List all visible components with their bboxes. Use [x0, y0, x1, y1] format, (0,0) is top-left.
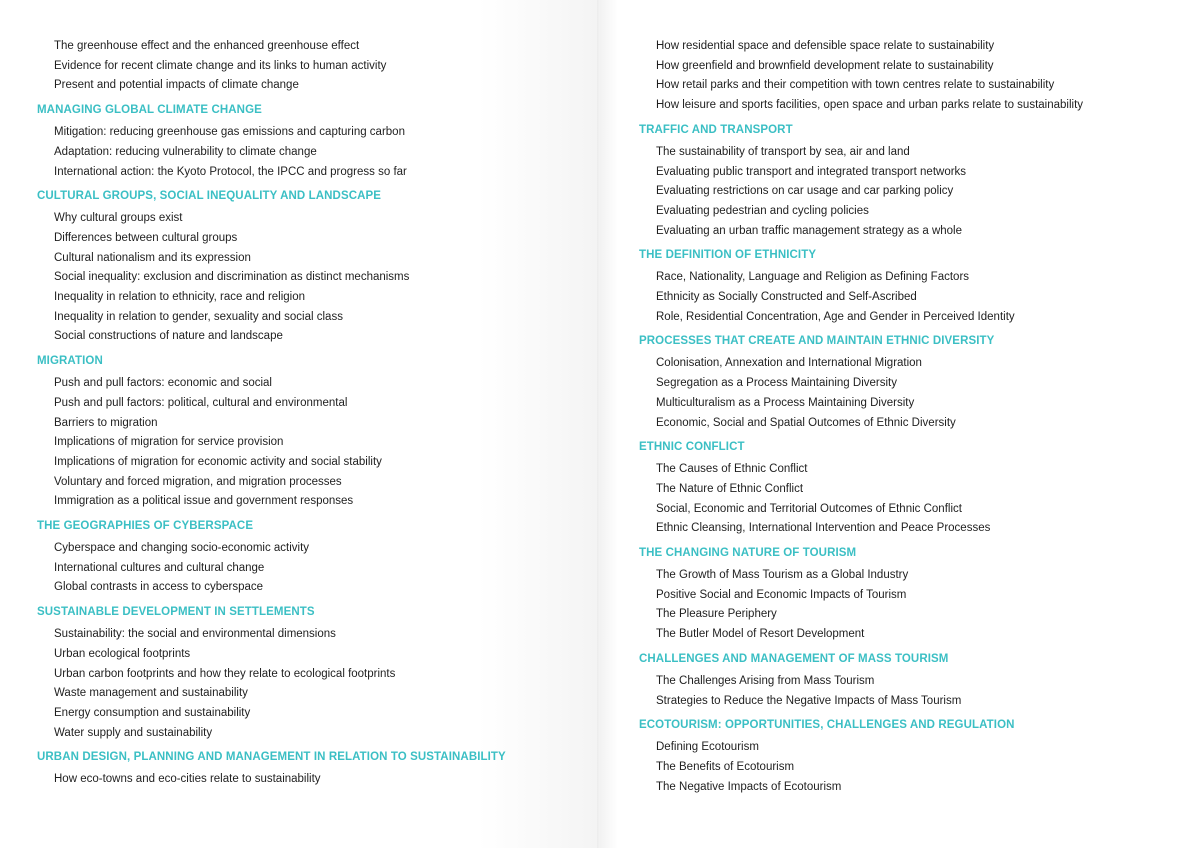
- continued-topic-list: [639, 37, 1184, 116]
- section-the-definition-of-ethnicity: [639, 248, 1184, 327]
- topic-item: Defining Ecotourism: [656, 741, 759, 754]
- topic-item: Differences between cultural groups: [54, 231, 238, 244]
- topic-item: How greenfield and brownfield development relate to sustainability: [656, 59, 994, 72]
- topic-item: The Challenges Arising from Mass Tourism: [656, 674, 875, 687]
- topic-item: Evaluating pedestrian and cycling policies: [656, 204, 869, 217]
- topic-item: Evaluating restrictions on car usage and car parking policy: [656, 185, 954, 198]
- topic-item: Ethnicity as Socially Constructed and Self-Ascribed: [656, 291, 917, 304]
- section-sustainable-development-in-settlements: [37, 605, 577, 743]
- topic-item: Inequality in relation to ethnicity, race and religion: [54, 291, 306, 304]
- topic-item: Evaluating public transport and integrated transport networks: [656, 165, 967, 178]
- section-the-geographies-of-cyberspace: [37, 519, 577, 598]
- section-heading: ECOTOURISM: OPPORTUNITIES, CHALLENGES AND REGULATION: [639, 719, 1015, 732]
- topic-item: How retail parks and their competition with town centres relate to sustainability: [656, 79, 1055, 92]
- section-heading: THE GEOGRAPHIES OF CYBERSPACE: [37, 520, 254, 533]
- topic-item: Why cultural groups exist: [54, 212, 183, 225]
- left-page: [0, 0, 598, 848]
- topic-list: [639, 672, 1184, 711]
- topic-item: Energy consumption and sustainability: [54, 706, 251, 719]
- topic-item: Water supply and sustainability: [54, 726, 213, 739]
- topic-item: Inequality in relation to gender, sexuality and social class: [54, 310, 343, 323]
- section-heading: PROCESSES THAT CREATE AND MAINTAIN ETHNIC DIVERSITY: [639, 335, 995, 348]
- section-heading: CHALLENGES AND MANAGEMENT OF MASS TOURISM: [639, 652, 949, 665]
- topic-item: Race, Nationality, Language and Religion as Defining Factors: [656, 271, 970, 284]
- topic-list: [639, 268, 1184, 327]
- topic-item: Adaptation: reducing vulnerability to climate change: [54, 145, 317, 158]
- topic-list: [639, 143, 1184, 242]
- section-the-changing-nature-of-tourism: [639, 546, 1184, 645]
- right-page: [600, 0, 1200, 848]
- topic-item: The sustainability of transport by sea, air and land: [656, 145, 910, 158]
- topic-item: Social, Economic and Territorial Outcomes of Ethnic Conflict: [656, 502, 962, 515]
- topic-item: Sustainability: the social and environmental dimensions: [54, 628, 336, 641]
- topic-list: [639, 354, 1184, 433]
- section-ecotourism-opportunities-challenges-and-regulation: [639, 718, 1184, 797]
- section-challenges-and-management-of-mass-tourism: [639, 652, 1184, 711]
- topic-item: Evaluating an urban traffic management strategy as a whole: [656, 224, 962, 237]
- topic-item: Social inequality: exclusion and discrimination as distinct mechanisms: [54, 271, 410, 284]
- topic-item: The Negative Impacts of Ecotourism: [656, 780, 842, 793]
- topic-list: [639, 566, 1184, 645]
- topic-item: Positive Social and Economic Impacts of Tourism: [656, 588, 907, 601]
- topic-item: Mitigation: reducing greenhouse gas emissions and capturing carbon: [54, 126, 405, 139]
- section-heading: ETHNIC CONFLICT: [639, 441, 745, 454]
- topic-item: Voluntary and forced migration, and migration processes: [54, 475, 342, 488]
- section-cultural-groups-social-inequality-and-landscape: [37, 189, 577, 347]
- topic-item: The Nature of Ethnic Conflict: [656, 482, 804, 495]
- topic-item: Implications of migration for service provision: [54, 436, 284, 449]
- topic-item: International action: the Kyoto Protocol, the IPCC and progress so far: [54, 165, 407, 178]
- topic-item: How leisure and sports facilities, open space and urban parks relate to sustainability: [656, 99, 1084, 112]
- topic-list: [639, 460, 1184, 539]
- topic-list: [639, 738, 1184, 797]
- section-heading: THE DEFINITION OF ETHNICITY: [639, 249, 817, 262]
- topic-item: Role, Residential Concentration, Age and Gender in Perceived Identity: [656, 310, 1015, 323]
- topic-item: Multiculturalism as a Process Maintaining Diversity: [656, 396, 915, 409]
- topic-item: Urban ecological footprints: [54, 647, 191, 660]
- topic-item: Social constructions of nature and landscape: [54, 330, 283, 343]
- section-heading: TRAFFIC AND TRANSPORT: [639, 123, 793, 136]
- topic-item: Immigration as a political issue and government responses: [54, 495, 354, 508]
- topic-item: Economic, Social and Spatial Outcomes of Ethnic Diversity: [656, 416, 956, 429]
- topic-item: The Growth of Mass Tourism as a Global Industry: [656, 569, 909, 582]
- topic-item: Cyberspace and changing socio-economic activity: [54, 542, 310, 555]
- topic-item: Push and pull factors: economic and social: [54, 377, 272, 390]
- section-heading: THE CHANGING NATURE OF TOURISM: [639, 547, 857, 560]
- topic-item: International cultures and cultural change: [54, 561, 265, 574]
- section-traffic-and-transport: [639, 123, 1184, 242]
- topic-list: [37, 209, 577, 347]
- topic-item: The Causes of Ethnic Conflict: [656, 463, 808, 476]
- topic-item: The greenhouse effect and the enhanced greenhouse effect: [54, 40, 360, 52]
- topic-item: How eco-towns and eco-cities relate to sustainability: [54, 773, 321, 786]
- continued-topic-list: [37, 37, 577, 96]
- topic-list: [37, 770, 577, 790]
- topic-item: Implications of migration for economic activity and social stability: [54, 455, 382, 468]
- topic-item: Waste management and sustainability: [54, 687, 248, 700]
- section-urban-design-planning-and-management-in-relation-to-sustainability: [37, 750, 577, 790]
- topic-item: Ethnic Cleansing, International Intervention and Peace Processes: [656, 522, 991, 535]
- topic-item: Global contrasts in access to cyberspace: [54, 581, 264, 594]
- section-ethnic-conflict: [639, 440, 1184, 539]
- topic-item: Cultural nationalism and its expression: [54, 251, 251, 264]
- section-heading: URBAN DESIGN, PLANNING AND MANAGEMENT IN RELATION TO SUSTAINABILITY: [37, 751, 506, 764]
- topic-item: The Butler Model of Resort Development: [656, 628, 865, 641]
- right-page-content: [639, 37, 1184, 797]
- topic-item: Urban carbon footprints and how they relate to ecological footprints: [54, 667, 396, 680]
- topic-item: The Pleasure Periphery: [656, 608, 777, 621]
- section-heading: CULTURAL GROUPS, SOCIAL INEQUALITY AND LANDSCAPE: [37, 190, 382, 203]
- topic-list: [37, 123, 577, 182]
- section-processes-that-create-and-maintain-ethnic-diversity: [639, 334, 1184, 433]
- topic-list: [37, 374, 577, 512]
- section-heading: SUSTAINABLE DEVELOPMENT IN SETTLEMENTS: [37, 606, 315, 619]
- topic-item: Push and pull factors: political, cultural and environmental: [54, 396, 348, 409]
- topic-list: [37, 625, 577, 743]
- topic-item: Segregation as a Process Maintaining Diversity: [656, 377, 897, 390]
- topic-list: [37, 539, 577, 598]
- section-heading: MANAGING GLOBAL CLIMATE CHANGE: [37, 104, 262, 117]
- left-page-content: [37, 37, 577, 790]
- topic-item: Barriers to migration: [54, 416, 158, 429]
- topic-item: Colonisation, Annexation and International Migration: [656, 357, 922, 370]
- topic-item: Strategies to Reduce the Negative Impacts of Mass Tourism: [656, 694, 962, 707]
- topic-item: Present and potential impacts of climate change: [54, 79, 299, 92]
- topic-item: The Benefits of Ecotourism: [656, 760, 795, 773]
- section-managing-global-climate-change: [37, 103, 577, 182]
- topic-item: How residential space and defensible space relate to sustainability: [656, 40, 995, 52]
- topic-item: Evidence for recent climate change and its links to human activity: [54, 59, 387, 72]
- section-heading: MIGRATION: [37, 355, 103, 368]
- section-migration: [37, 354, 577, 512]
